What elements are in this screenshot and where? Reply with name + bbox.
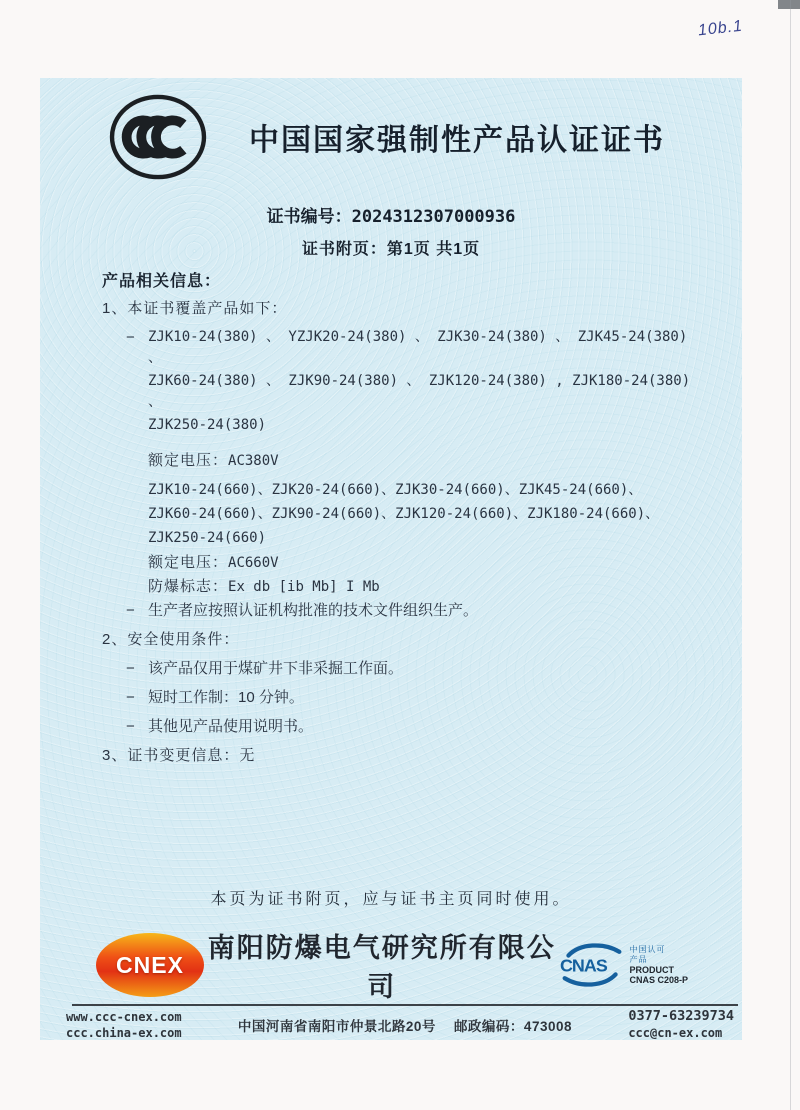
condition-1-row (126, 658, 702, 679)
cnas-line-4: CNAS C208-P (629, 975, 688, 985)
cnex-logo (96, 933, 204, 997)
models-660-list (148, 480, 702, 549)
certificate-number-line (40, 202, 742, 227)
website-china-ex: ccc.china-ex.com (66, 1026, 182, 1040)
cnex-logo-text: CNEX (116, 951, 184, 978)
cnas-line-1: 中国认可 (629, 945, 666, 954)
models-380-line-2: ZJK60-24(380) 、 ZJK90-24(380) 、 ZJK120-24(380) , ZJK180-24(380) 、 (148, 373, 691, 410)
rated-voltage-660-line (148, 552, 702, 574)
certificate-number-value: 2024312307000936 (351, 207, 516, 227)
footer-divider (72, 1004, 738, 1006)
certificate-body (40, 259, 742, 766)
condition-2-text: 短时工作制：10 分钟。 (148, 689, 304, 706)
address-block (182, 1015, 629, 1035)
certificate-attachment-page (40, 78, 742, 1040)
footer-logo-row (40, 931, 742, 1002)
models-380-line-3: ZJK250-24(380) (148, 417, 267, 433)
email-address: ccc@cn-ex.com (628, 1026, 723, 1040)
models-660-line-1: ZJK10-24(660)、ZJK20-24(660)、ZJK30-24(660)、ZJK45-24(660)、 (148, 482, 643, 498)
condition-3-row (126, 716, 702, 737)
item-3-title: 3、证书变更信息： (102, 747, 240, 764)
cnas-logo-icon (559, 941, 625, 989)
section-title-product-info: 产品相关信息： (102, 273, 222, 290)
list-dash: − (126, 718, 135, 735)
company-name: 南阳防爆电气研究所有限公司 (207, 933, 556, 1002)
scan-edge-artifact (778, 0, 800, 9)
models-380-line-1: ZJK10-24(380) 、 YZJK20-24(380) 、 ZJK30-24(380) 、 ZJK45-24(380) 、 (148, 329, 688, 366)
cnas-text-block (629, 945, 688, 985)
item-1-title: 1、本证书覆盖产品如下： (102, 300, 288, 317)
footer-contact-bar (40, 1010, 742, 1040)
condition-2-row (126, 687, 702, 708)
rated-voltage-380-label: 额定电压： (148, 452, 229, 469)
certificate-title: 中国国家强制性产品认证证书 (249, 124, 665, 157)
item-3-line (102, 745, 702, 766)
list-dash: − (126, 602, 135, 619)
scan-edge-line (790, 0, 791, 1110)
item-3-value: 无 (239, 747, 256, 764)
rated-voltage-660-label: 额定电压： (148, 554, 229, 571)
handwritten-annotation: 10b.1 (697, 17, 744, 40)
phone-number: 0377-63239734 (628, 1008, 734, 1024)
website-block (66, 1009, 182, 1041)
item-2-title: 2、安全使用条件： (102, 631, 240, 648)
phone-email-block (628, 1008, 734, 1042)
company-address: 中国河南省南阳市仲景北路20号 (237, 1019, 436, 1034)
attachment-page-line (40, 236, 742, 259)
cnas-accreditation-mark (559, 941, 688, 989)
website-ccc-cnex: www.ccc-cnex.com (66, 1010, 182, 1024)
list-dash: − (126, 660, 135, 677)
ccc-mark-icon (106, 92, 210, 182)
producer-note-row (126, 600, 702, 621)
condition-1-text: 该产品仅用于煤矿井下非采掘工作面。 (148, 660, 404, 677)
models-660-line-2: ZJK60-24(660)、ZJK90-24(660)、ZJK120-24(660)、ZJK180-24(660)、 (148, 506, 660, 522)
certificate-number-label: 证书编号： (266, 207, 352, 226)
attachment-usage-note: 本页为证书附页，应与证书主页同时使用。 (210, 891, 572, 908)
models-380-lines (148, 327, 702, 438)
list-dash: − (126, 329, 135, 346)
certificate-header (40, 78, 742, 182)
models-660-line-3: ZJK250-24(660) (148, 530, 267, 546)
ex-marking-label: 防爆标志： (148, 578, 229, 595)
list-dash: − (126, 689, 135, 706)
postal-code: 邮政编码：473008 (453, 1019, 572, 1034)
models-380-list (126, 327, 702, 440)
attachment-page-value: 第1页 共1页 (386, 241, 481, 258)
svg-text:CNAS: CNAS (560, 955, 608, 976)
producer-note-text: 生产者应按照认证机构批准的技术文件组织生产。 (148, 602, 479, 619)
cnas-line-2: 产品 (629, 955, 648, 964)
cnas-line-3: PRODUCT (629, 965, 674, 975)
rated-voltage-380-value: AC380V (228, 453, 279, 469)
ex-marking-value: Ex db [ib Mb] I Mb (228, 579, 380, 595)
condition-3-text: 其他见产品使用说明书。 (148, 718, 314, 735)
attachment-page-label: 证书附页： (301, 241, 387, 258)
rated-voltage-660-value: AC660V (228, 555, 279, 571)
ex-marking-line (148, 576, 702, 598)
rated-voltage-380-line (148, 450, 702, 472)
